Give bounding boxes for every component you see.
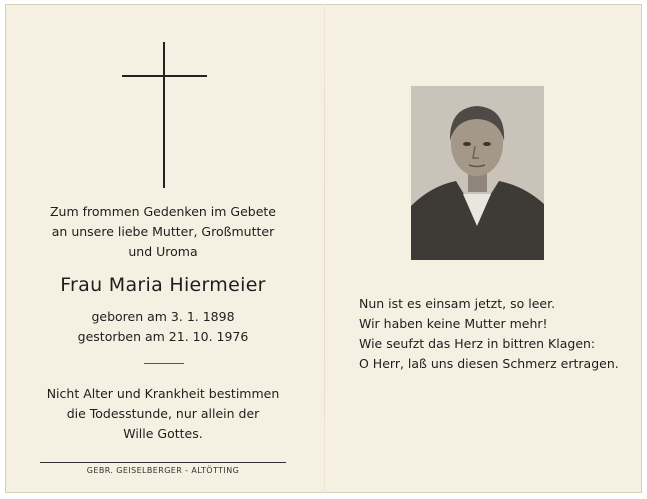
dedication-line: an unsere liebe Mutter, Großmutter <box>51 224 275 239</box>
deceased-name: Frau Maria Hiermeier <box>60 274 266 296</box>
death-date: gestorben am 21. 10. 1976 <box>77 329 249 344</box>
poem-line: Wie seufzt das Herz in bittren Klagen: <box>359 336 596 351</box>
card-fold <box>324 4 325 493</box>
cross-icon <box>163 42 165 188</box>
poem-line: O Herr, laß uns diesen Schmerz ertragen. <box>359 356 619 371</box>
birth-date: geboren am 3. 1. 1898 <box>91 309 235 324</box>
dedication-line: und Uroma <box>128 244 198 259</box>
poem <box>359 294 619 374</box>
poem-line: Nun ist es einsam jetzt, so leer. <box>359 296 556 311</box>
quote-line: Nicht Alter und Krankheit bestimmen <box>46 386 280 401</box>
cross-icon-bar <box>122 75 207 77</box>
quote-line: Wille Gottes. <box>123 426 203 441</box>
quote-line: die Todesstunde, nur allein der <box>66 406 260 421</box>
poem-line: Wir haben keine Mutter mehr! <box>359 316 548 331</box>
life-dates <box>8 307 318 347</box>
quote <box>8 384 318 444</box>
footer-rule <box>40 462 286 463</box>
portrait-photo <box>411 86 544 260</box>
printer-imprint: GEBR. GEISELBERGER - ALTÖTTING <box>86 466 240 475</box>
dedication-line: Zum frommen Gedenken im Gebete <box>49 204 276 219</box>
divider <box>144 363 184 364</box>
portrait-image <box>411 86 544 260</box>
dedication <box>8 202 318 262</box>
